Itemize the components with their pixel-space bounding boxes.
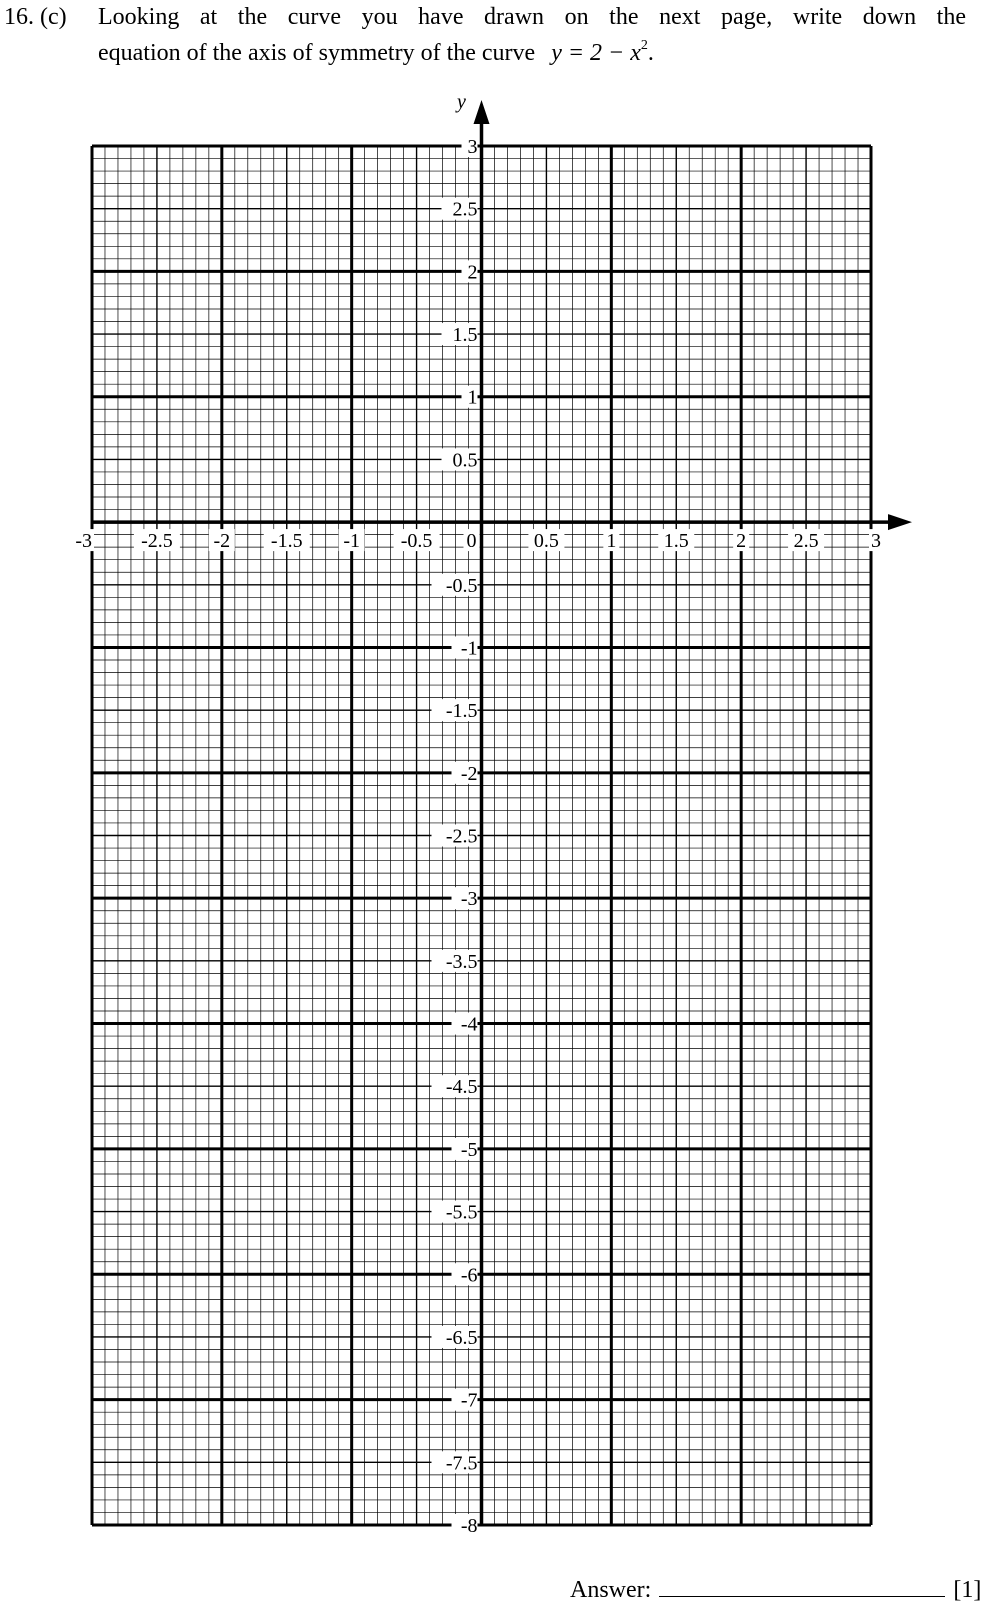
equation-trailing: . (647, 40, 654, 66)
x-tick-label: 2 (736, 530, 747, 553)
x-tick-label: 0.5 (533, 530, 559, 553)
y-tick-label: -1.5 (445, 700, 478, 723)
equation-lhs: y = 2 − x (551, 40, 641, 66)
y-tick-label: -6.5 (445, 1326, 478, 1349)
question-text-line-1: Looking at the curve you have drawn on the next page, write down the (98, 4, 966, 30)
y-tick-label: -4.5 (445, 1076, 478, 1099)
x-tick-label: 0 (466, 530, 477, 553)
x-tick-label: 1 (606, 530, 617, 553)
x-tick-label: 1.5 (663, 530, 689, 553)
y-tick-label: 1 (467, 386, 478, 409)
y-tick-label: 2.5 (452, 198, 478, 221)
y-tick-label: -8 (460, 1515, 478, 1537)
question-text-line-2-text: equation of the axis of symmetry of the curve (98, 40, 536, 66)
y-tick-label: -2 (460, 762, 478, 785)
y-tick-label: -2.5 (445, 825, 478, 848)
x-tick-label: -1 (343, 530, 361, 553)
tick-labels (68, 91, 885, 1537)
x-tick-label: 2.5 (793, 530, 819, 553)
y-tick-label: -4 (460, 1013, 478, 1036)
y-tick-label: -7.5 (445, 1452, 478, 1475)
y-tick-label: 0.5 (452, 449, 478, 472)
x-tick-label: -1.5 (270, 530, 303, 553)
y-tick-label: 1.5 (452, 324, 478, 347)
x-axis-arrow-icon (888, 514, 912, 530)
axes (92, 100, 912, 1525)
x-tick-label: -0.5 (400, 530, 433, 553)
y-tick-label: -3 (460, 888, 478, 911)
x-tick-label: -2 (213, 530, 231, 553)
y-tick-label: -6 (460, 1264, 478, 1287)
x-tick-label: -2.5 (141, 530, 173, 553)
marks-label: [1] (953, 1577, 982, 1603)
answer-label: Answer: (570, 1577, 652, 1603)
y-tick-label: -5.5 (445, 1201, 478, 1224)
y-tick-label: -0.5 (445, 574, 478, 597)
y-tick-label: -3.5 (445, 950, 478, 973)
y-tick-label: 2 (467, 261, 478, 284)
x-tick-label: 3 (871, 530, 881, 553)
y-tick-label: 3 (467, 136, 478, 158)
y-axis-label: y (457, 91, 466, 113)
answer-line[interactable] (659, 1574, 945, 1597)
answer-area (570, 1574, 981, 1604)
y-tick-label: -1 (460, 637, 478, 660)
y-tick-label: -5 (460, 1138, 478, 1161)
question-number: 16. (c) (4, 4, 67, 30)
equation-exponent: 2 (640, 38, 648, 53)
y-tick-label: -7 (460, 1389, 478, 1412)
y-axis-arrow-icon (474, 100, 490, 124)
x-tick-label: -3 (75, 530, 92, 553)
